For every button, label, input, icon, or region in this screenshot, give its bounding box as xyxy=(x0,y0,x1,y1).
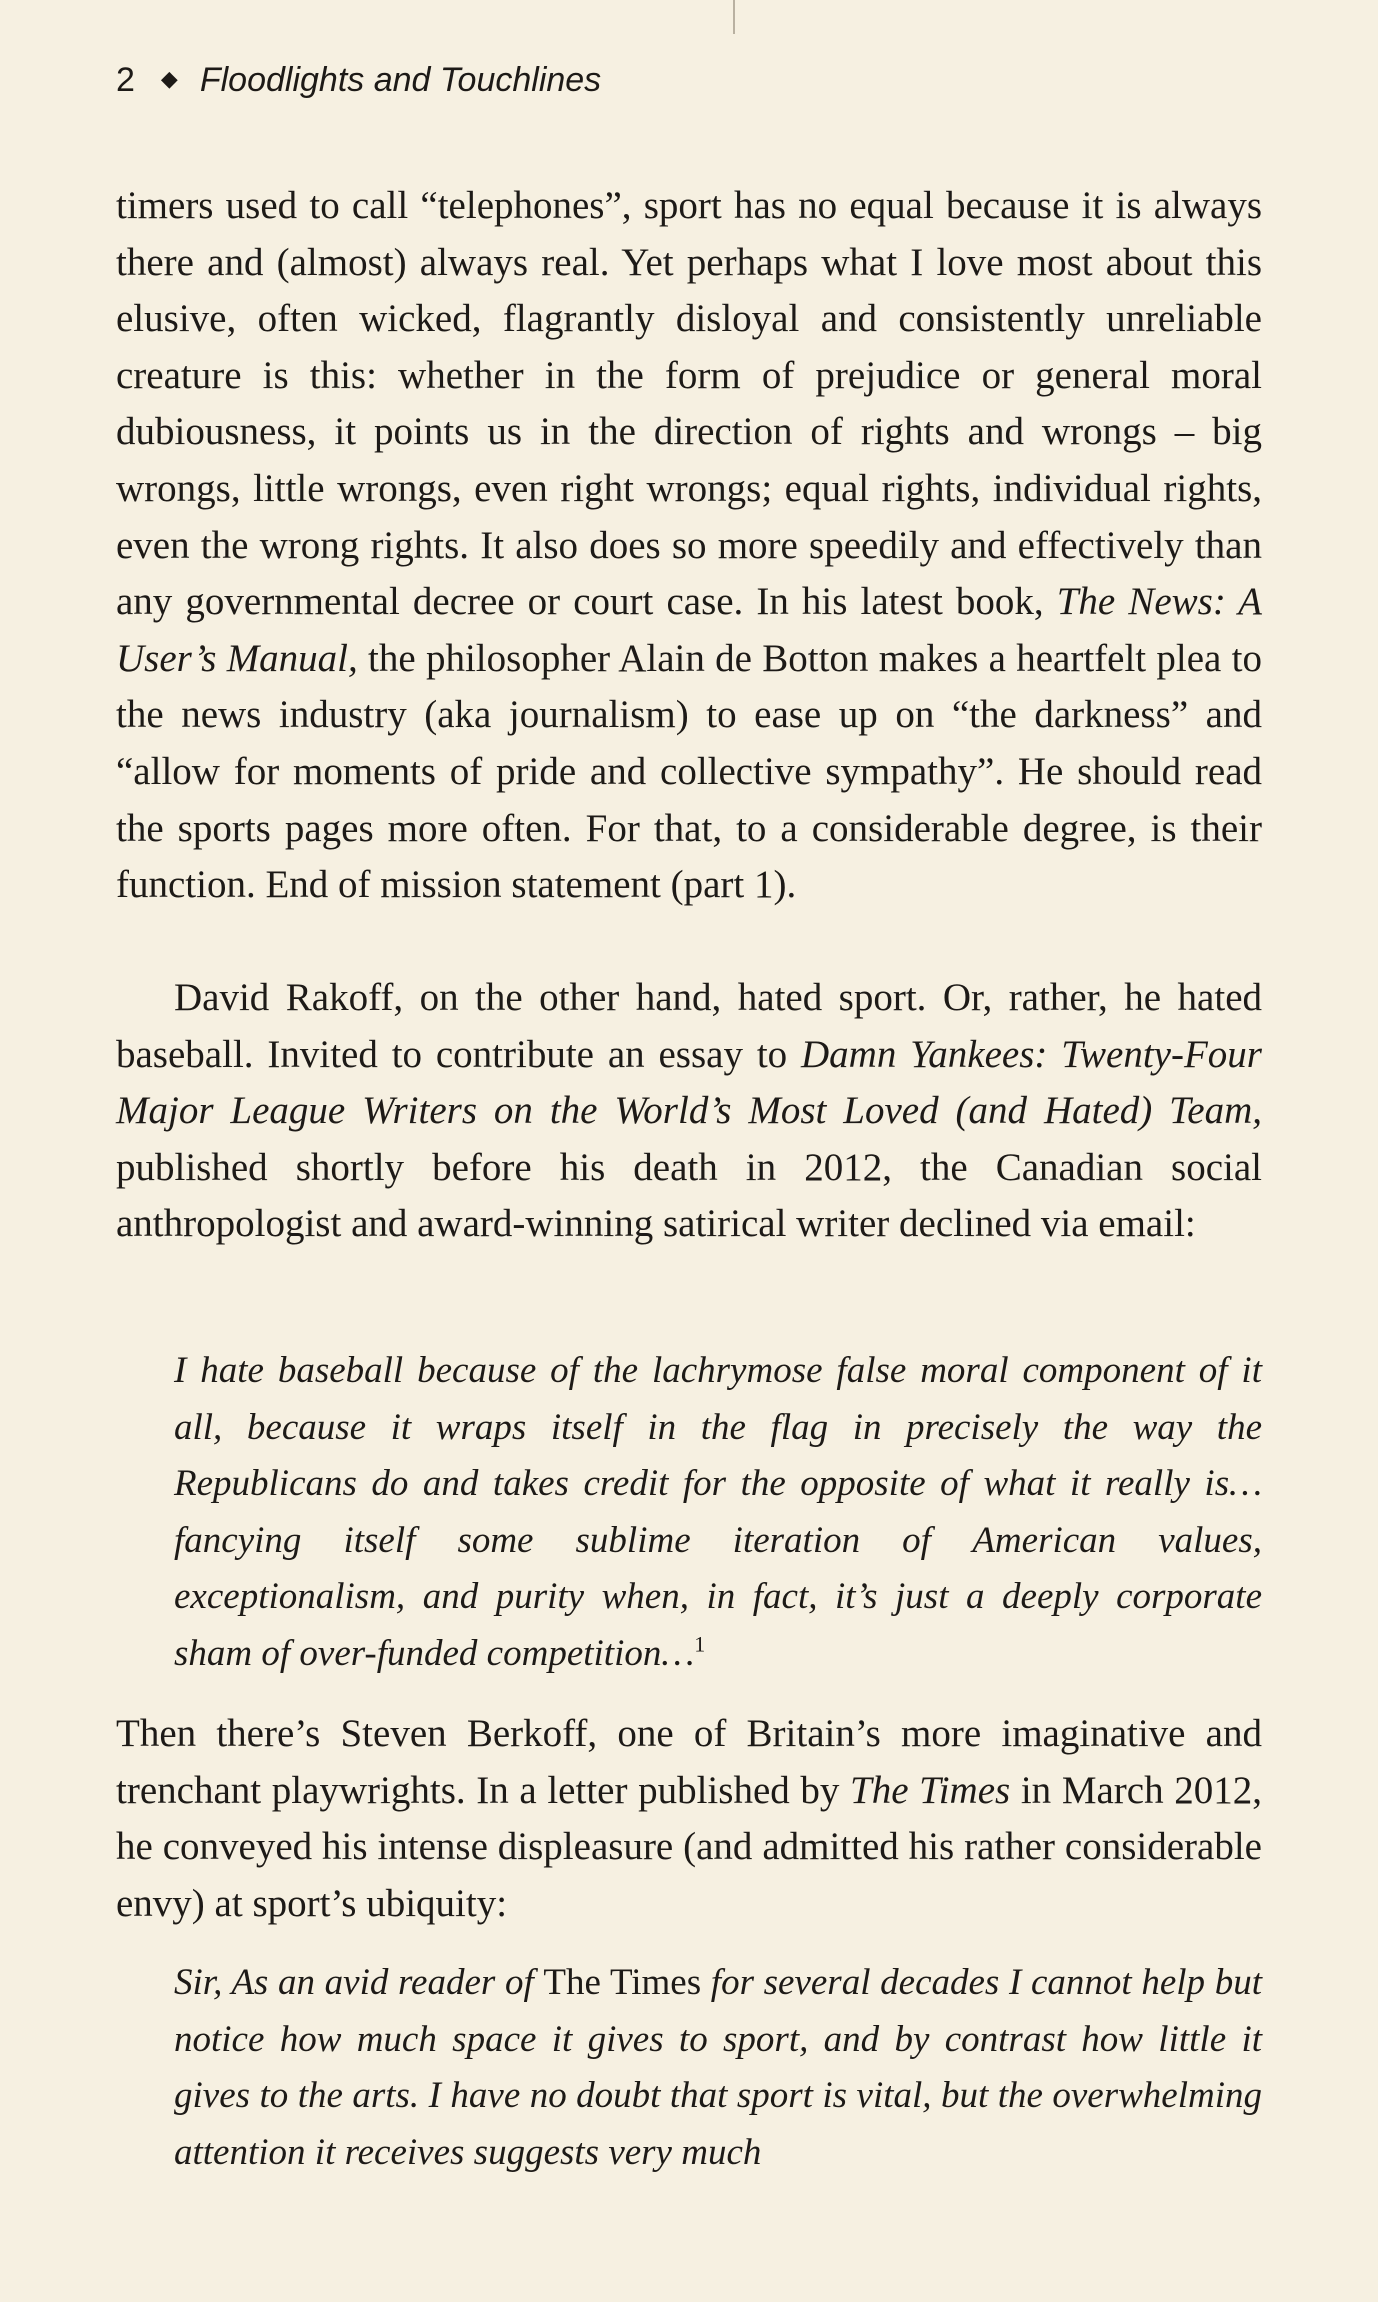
quote-berkoff-times: The Times xyxy=(543,1962,702,2003)
quote-berkoff xyxy=(174,1955,1262,2181)
diamond-ornament-icon: ◆ xyxy=(160,66,178,91)
page-number: 2 xyxy=(116,61,135,99)
footnote-marker: 1 xyxy=(694,1631,706,1657)
paragraph-2-text-end: published shortly before his death in 2012, the Canadian social anthropologist and award-winning satirical writer declined via email: xyxy=(116,1145,1262,1246)
newspaper-title-the-times: The Times xyxy=(850,1768,1011,1812)
paragraph-1 xyxy=(116,178,1262,970)
paragraph-2-text: David Rakoff, on the other hand, hated sport. Or, rather, he hated baseball. Invited to contribute an essay to xyxy=(116,976,1262,1076)
paragraph-3 xyxy=(116,1706,1262,1932)
page-body xyxy=(116,178,1262,1310)
paragraph-3-text: Then there’s Steven Berkoff, one of Britain’s more imaginative and trenchant playwrights. In a letter published by xyxy=(116,1712,1262,1812)
binding-gutter-line xyxy=(733,0,735,34)
paragraph-2 xyxy=(116,970,1262,1310)
block-quote-rakoff xyxy=(116,1343,1262,1683)
paragraph-1-text-end: the philosopher Alain de Botton makes a heartfelt plea to the news industry (aka journalism) to ease up on “the darkness” and “allow for moments of pride and collective sympathy”. He should read the sports pages more often. For that, to a considerable degree, is their function. End of mission statement (part 1). xyxy=(116,636,1262,907)
paragraph-1-text: timers used to call “telephones”, sport has no equal because it is always there and (almost) always real. Yet perhaps what I love most about this elusive, often wicked, flagrantly disloyal and consistently unreliable creature is this: whether in the form of prejudice or general moral dubiousness, it points us in the direction of rights and wrongs – big wrongs, little wrongs, even right wrongs; equal rights, individual rights, even the wrong rights. It also does so more speedily and effectively than any governmental decree or court case. In his latest book, xyxy=(116,184,1262,624)
quote-rakoff-text: I hate baseball because of the lachrymose false moral component of it all, because it wraps itself in the flag in precisely the way the Republicans do and takes credit for the opposite of what it really is… fancying itself some sublime iteration of American values, exceptionalism, and purity when, in fact, it’s just a deeply corporate sham of over-funded competition… xyxy=(174,1350,1262,1674)
paragraph-3-text-end: in March 2012, he conveyed his intense displeasure (and admitted his rather considerable envy) at sport’s ubiquity: xyxy=(116,1768,1262,1925)
paragraph-3-block xyxy=(116,1706,1262,1932)
book-title: Floodlights and Touchlines xyxy=(199,61,602,99)
block-quote-berkoff xyxy=(116,1955,1262,2181)
quote-berkoff-text-end: for several decades I cannot help but notice how much space it gives to sport, and by contrast how little it gives to the arts. I have no doubt that sport is vital, but the overwhelming attention it receives suggests very much xyxy=(174,1962,1262,2173)
quote-rakoff xyxy=(174,1343,1262,1683)
quote-berkoff-text: Sir, As an avid reader of xyxy=(174,1962,544,2003)
running-head xyxy=(116,60,601,100)
book-title-the-news: The News: A User’s Manual, xyxy=(116,580,1262,680)
book-title-damn-yankees: Damn Yankees: Twenty-Four Major League Writers on the World’s Most Loved (and Hated) Team, xyxy=(116,1032,1262,1133)
